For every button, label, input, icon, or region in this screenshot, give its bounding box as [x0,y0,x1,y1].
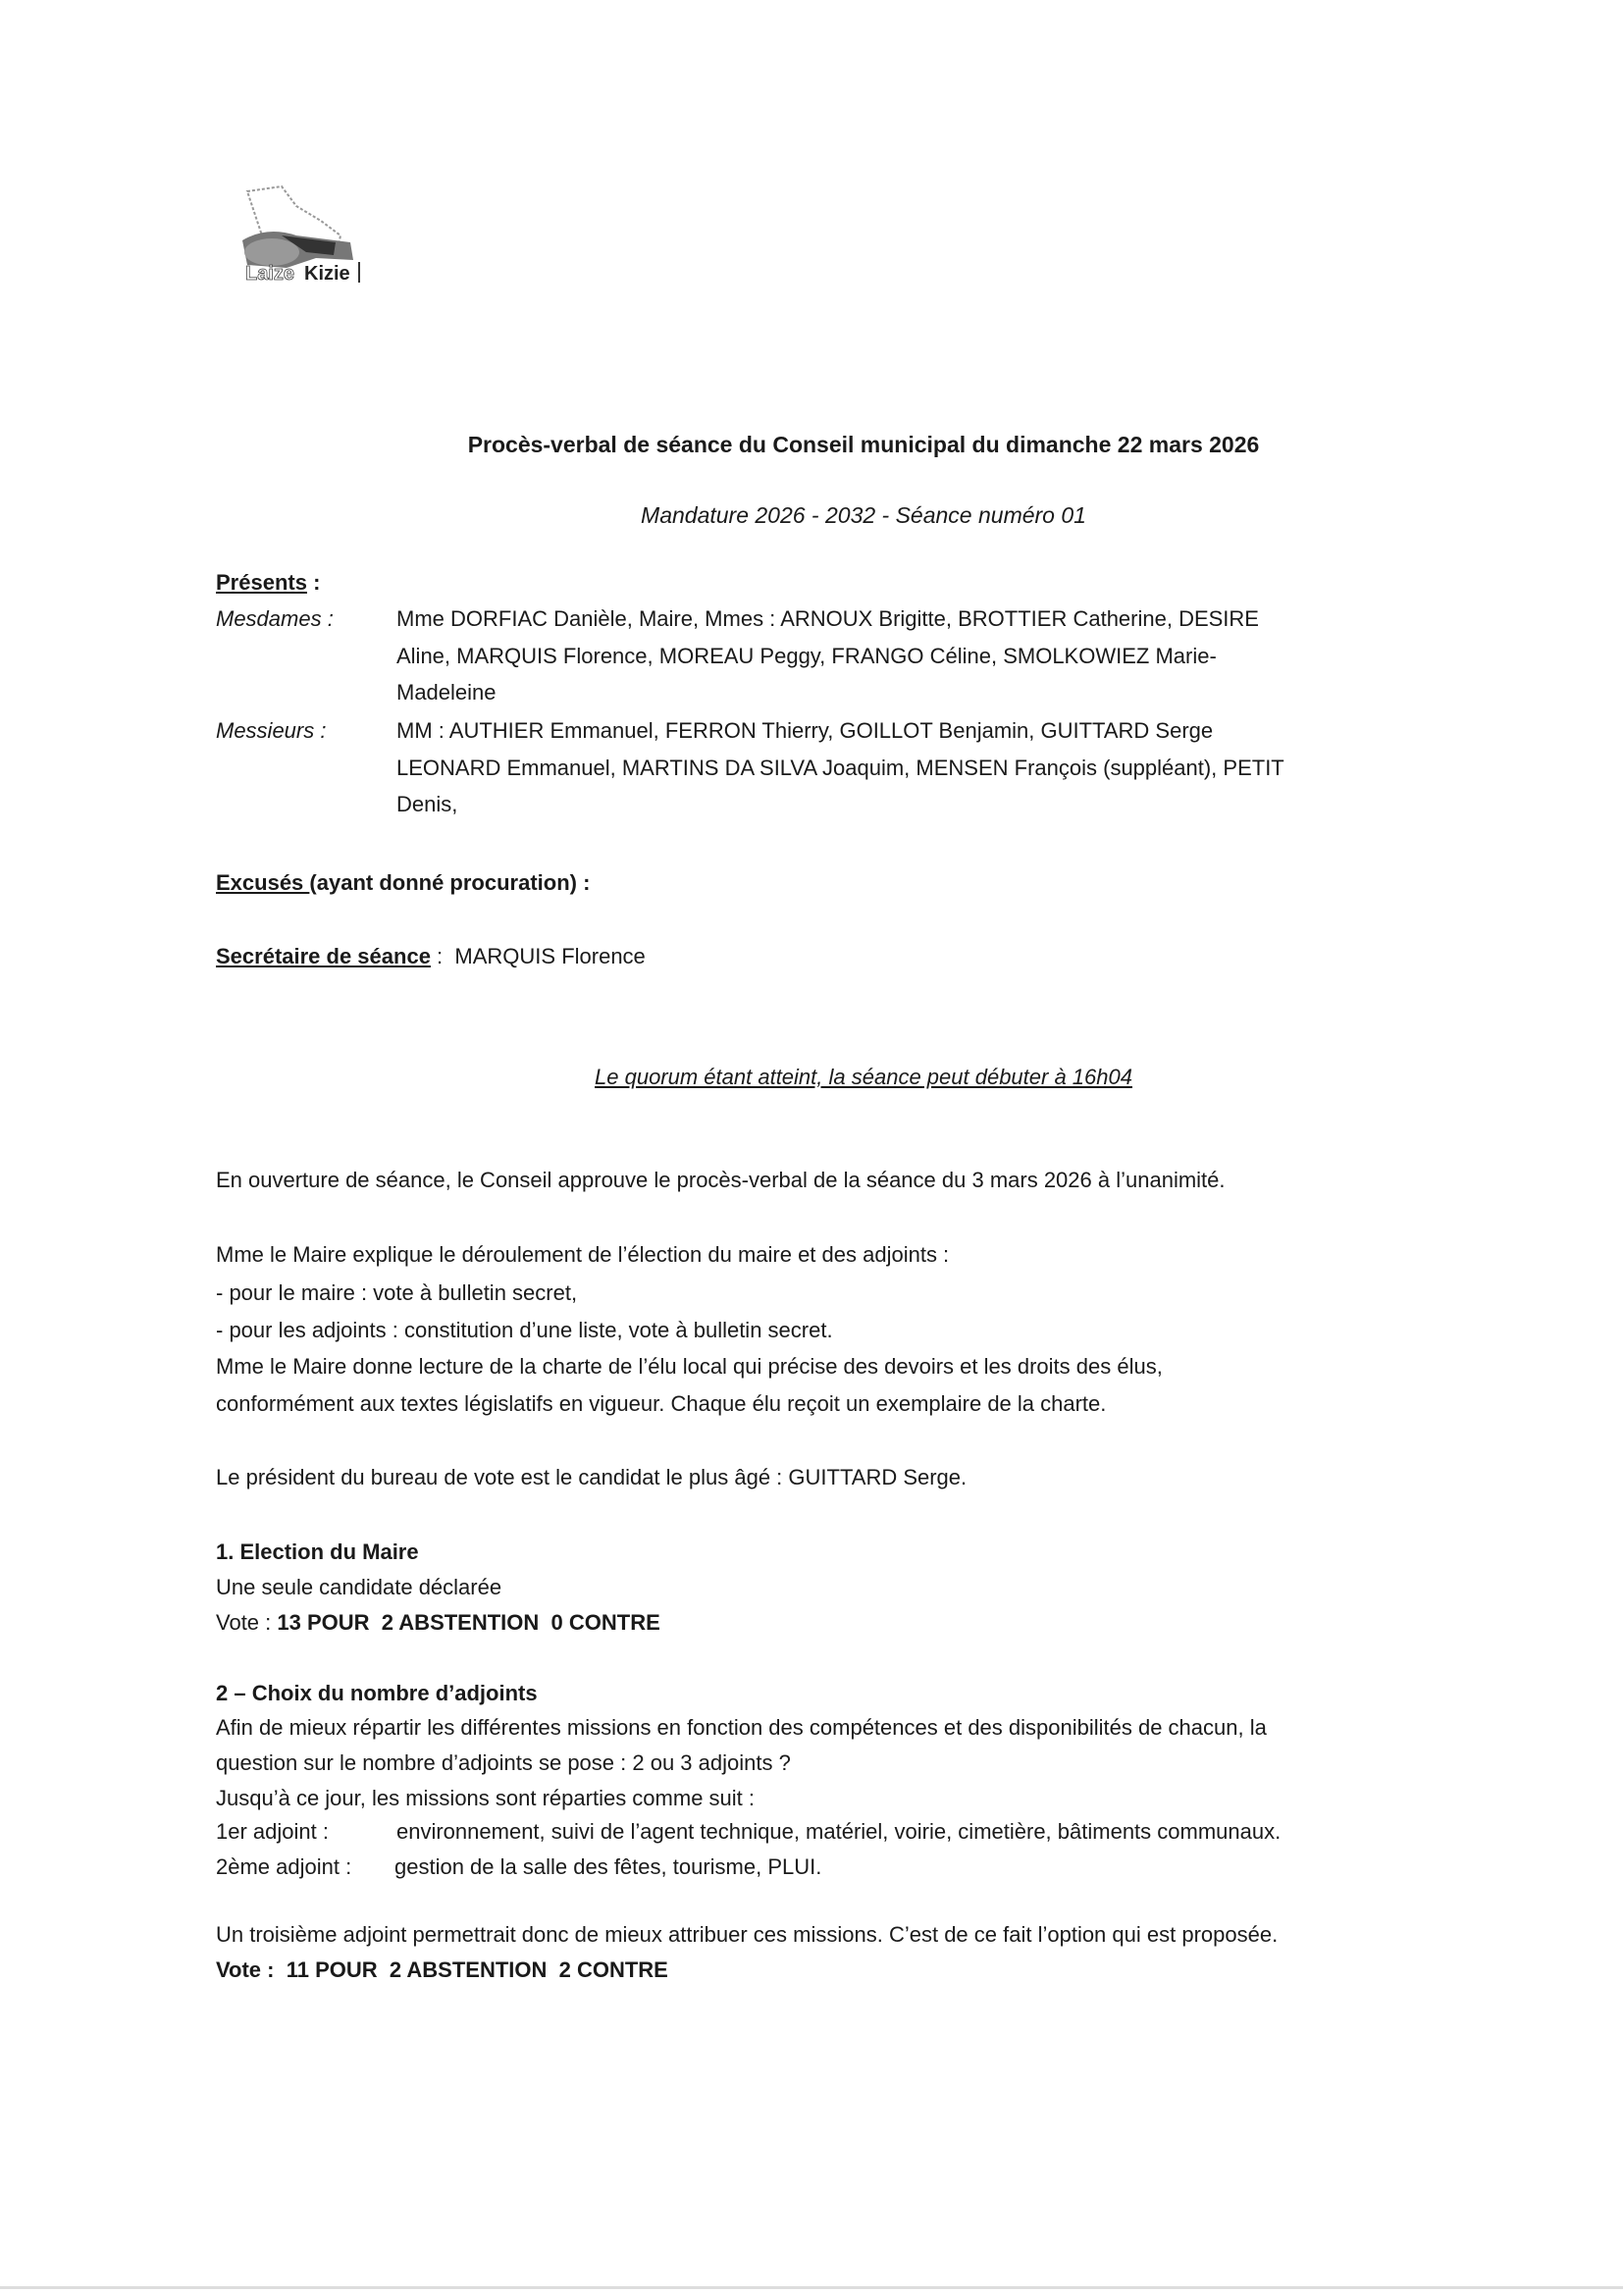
quorum-statement: Le quorum étant atteint, la séance peut débuter à 16h04 [595,1065,1132,1089]
section2-vote: Vote : 11 POUR 2 ABSTENTION 2 CONTRE [216,1957,668,1982]
presents-heading-text: Présents [216,570,307,595]
vote-label: Vote : [216,1610,278,1635]
secretaire-heading: Secrétaire de séance [216,944,431,968]
messieurs-line: Denis, [396,792,458,816]
messieurs-line: LEONARD Emmanuel, MARTINS DA SILVA Joaquim, MENSEN François (suppléant), PETIT [396,756,1284,780]
adjoint1-label: 1er adjoint : [216,1819,329,1844]
explain-line: Mme le Maire donne lecture de la charte de l’élu local qui précise des devoirs et les droits des élus, [216,1354,1163,1379]
section1-line: Une seule candidate déclarée [216,1575,502,1599]
mesdames-line: Madeleine [396,680,497,704]
messieurs-line: MM : AUTHIER Emmanuel, FERRON Thierry, GOILLOT Benjamin, GUITTARD Serge [396,718,1214,743]
section2-title: 2 – Choix du nombre d’adjoints [216,1681,538,1705]
excuses-heading-text: Excusés [216,870,310,895]
excuses-heading [216,869,590,897]
document-subtitle: Mandature 2026 - 2032 - Séance numéro 01 [641,502,1086,528]
section2-line: Afin de mieux répartir les différentes missions en fonction des compétences et des disponibilités de chacun, la [216,1715,1267,1740]
page-bottom-edge [0,2286,1623,2289]
president-line: Le président du bureau de vote est le candidat le plus âgé : GUITTARD Serge. [216,1465,968,1489]
svg-text:Laize: Laize [245,263,295,285]
secretaire-value: MARQUIS Florence [454,944,646,968]
messieurs-label: Messieurs : [216,718,327,743]
document-title: Procès-verbal de séance du Conseil municipal du dimanche 22 mars 2026 [467,432,1260,457]
presents-heading [216,569,320,597]
excuses-detail: (ayant donné procuration) : [309,870,591,895]
secretaire-colon: : [430,944,444,968]
svg-text:Kizie: Kizie [304,263,350,285]
adjoint2-value: gestion de la salle des fêtes, tourisme, PLUI. [394,1854,822,1879]
section1-vote [216,1609,660,1637]
explain-line: Mme le Maire explique le déroulement de l’élection du maire et des adjoints : [216,1242,950,1267]
vote-result: 13 POUR 2 ABSTENTION 0 CONTRE [277,1610,660,1635]
section2-line: Jusqu’à ce jour, les missions sont réparties comme suit : [216,1786,756,1810]
section2-conclusion: Un troisième adjoint permettrait donc de mieux attribuer ces missions. C’est de ce fait l’option qui est proposée. [216,1922,1279,1947]
section2-line: question sur le nombre d’adjoints se pose : 2 ou 3 adjoints ? [216,1750,791,1775]
mesdames-label: Mesdames : [216,606,334,631]
mesdames-line: Aline, MARQUIS Florence, MOREAU Peggy, FRANGO Céline, SMOLKOWIEZ Marie- [396,644,1217,668]
explain-line: conformément aux textes législatifs en vigueur. Chaque élu reçoit un exemplaire de la charte. [216,1391,1107,1416]
presents-colon: : [306,570,321,595]
municipality-logo [228,182,365,287]
mesdames-line: Mme DORFIAC Danièle, Maire, Mmes : ARNOUX Brigitte, BROTTIER Catherine, DESIRE [396,606,1259,631]
secretaire-line [216,943,646,970]
opening-paragraph: En ouverture de séance, le Conseil approuve le procès-verbal de la séance du 3 mars 2026 à l’unanimité. [216,1168,1226,1192]
explain-line: - pour le maire : vote à bulletin secret, [216,1280,578,1305]
section1-title: 1. Election du Maire [216,1539,419,1564]
adjoint2-label: 2ème adjoint : [216,1854,352,1879]
explain-line: - pour les adjoints : constitution d’une liste, vote à bulletin secret. [216,1318,833,1342]
adjoint1-value: environnement, suivi de l’agent technique, matériel, voirie, cimetière, bâtiments communaux. [396,1819,1282,1844]
